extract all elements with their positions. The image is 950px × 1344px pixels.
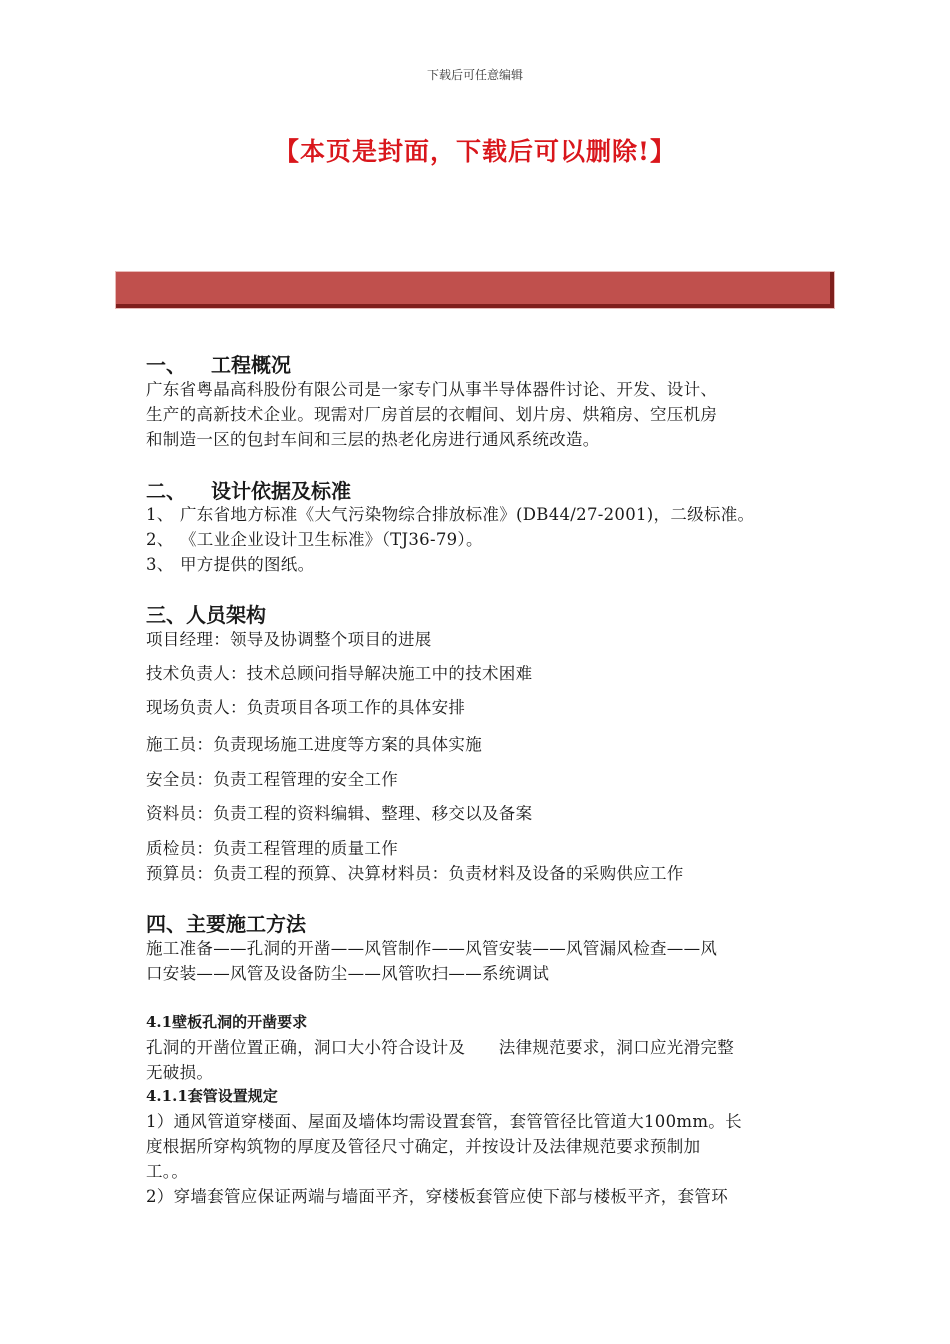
section-4-title: 四、主要施工方法 <box>146 912 306 936</box>
section-1-title: 工程概况 <box>211 353 291 377</box>
role-line: 施工员：负责现场施工进度等方案的具体实施 <box>146 735 482 754</box>
list-item: 1、 广东省地方标准《大气污染物综合排放标准》(DB44/27-2001)，二级标准。 <box>146 505 755 524</box>
subsection-4-1-1-title: 4.1.1套管设置规定 <box>146 1087 278 1105</box>
role-line: 项目经理：领导及协调整个项目的进展 <box>146 630 432 649</box>
role-line: 质检员：负责工程管理的质量工作 <box>146 839 398 858</box>
cover-notice: 【本页是封面，下载后可以删除!】 <box>274 137 676 166</box>
paragraph-line: 孔洞的开凿位置正确，洞口大小符合设计及 法律规范要求，洞口应光滑完整 <box>146 1038 734 1057</box>
decorative-banner <box>116 272 834 308</box>
role-line: 资料员：负责工程的资料编辑、整理、移交以及备案 <box>146 804 533 823</box>
role-line: 技术负责人：技术总顾问指导解决施工中的技术困难 <box>146 664 533 683</box>
paragraph-line: 口安装——风管及设备防尘——风管吹扫——系统调试 <box>146 964 550 983</box>
section-2-number: 二、 <box>146 479 186 503</box>
paragraph-line: 施工准备——孔洞的开凿——风管制作——风管安装——风管漏风检查——风 <box>146 939 718 958</box>
subsection-4-1-title: 4.1壁板孔洞的开凿要求 <box>146 1013 308 1031</box>
section-2-heading <box>146 475 351 504</box>
section-2-title: 设计依据及标准 <box>211 479 351 503</box>
paragraph-line: 无破损。 <box>146 1063 214 1082</box>
paragraph-line: 1）通风管道穿楼面、屋面及墙体均需设置套管，套管管径比管道大100mm。长 <box>146 1112 742 1131</box>
paragraph-line: 生产的高新技术企业。现需对厂房首层的衣帽间、划片房、烘箱房、空压机房 <box>146 405 718 424</box>
section-1-heading <box>146 349 291 378</box>
paragraph-line: 度根据所穿构筑物的厚度及管径尺寸确定，并按设计及法律规范要求预制加 <box>146 1137 701 1156</box>
role-line: 预算员：负责工程的预算、决算材料员：负责材料及设备的采购供应工作 <box>146 864 684 883</box>
section-1-number: 一、 <box>146 353 186 377</box>
paragraph-line: 2）穿墙套管应保证两端与墙面平齐，穿楼板套管应使下部与楼板平齐，套管环 <box>146 1187 728 1206</box>
list-item: 3、 甲方提供的图纸。 <box>146 555 315 574</box>
paragraph-line: 广东省粤晶高科股份有限公司是一家专门从事半导体器件讨论、开发、设计、 <box>146 380 718 399</box>
role-line: 安全员：负责工程管理的安全工作 <box>146 770 398 789</box>
list-item: 2、 《工业企业设计卫生标准》（TJ36-79）。 <box>146 530 483 549</box>
header-note: 下载后可任意编辑 <box>426 68 523 82</box>
paragraph-line: 和制造一区的包封车间和三层的热老化房进行通风系统改造。 <box>146 430 600 449</box>
role-line: 现场负责人：负责项目各项工作的具体安排 <box>146 698 466 717</box>
section-3-title: 三、人员架构 <box>146 603 266 627</box>
paragraph-line: 工。。 <box>146 1162 189 1181</box>
